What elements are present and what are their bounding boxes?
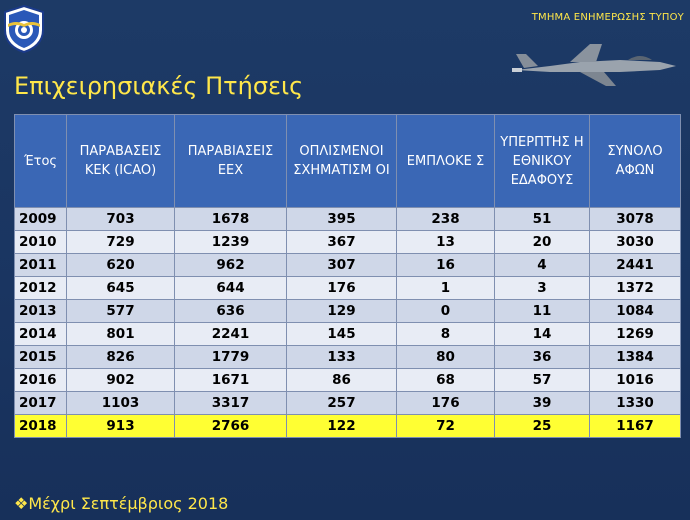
table-cell-value: 176 bbox=[397, 392, 495, 415]
table-cell-value: 3 bbox=[495, 277, 590, 300]
table-cell-value: 14 bbox=[495, 323, 590, 346]
table-cell-year: 2009 bbox=[15, 208, 67, 231]
table-cell-value: 1084 bbox=[590, 300, 681, 323]
table-cell-year: 2016 bbox=[15, 369, 67, 392]
table-row bbox=[15, 415, 681, 438]
table-row bbox=[15, 369, 681, 392]
table-row bbox=[15, 231, 681, 254]
table-cell-value: 238 bbox=[397, 208, 495, 231]
table-cell-value: 176 bbox=[287, 277, 397, 300]
column-header-total-aircraft: ΣΥΝΟΛΟ ΑΦΩΝ bbox=[590, 115, 681, 208]
table-cell-value: 86 bbox=[287, 369, 397, 392]
table-cell-value: 1016 bbox=[590, 369, 681, 392]
table-cell-value: 36 bbox=[495, 346, 590, 369]
table-row bbox=[15, 277, 681, 300]
table-cell-value: 577 bbox=[67, 300, 175, 323]
table-cell-value: 645 bbox=[67, 277, 175, 300]
table-cell-value: 962 bbox=[175, 254, 287, 277]
table-cell-value: 129 bbox=[287, 300, 397, 323]
table-cell-value: 3078 bbox=[590, 208, 681, 231]
table-cell-year: 2017 bbox=[15, 392, 67, 415]
table-cell-value: 25 bbox=[495, 415, 590, 438]
table-header-row bbox=[15, 115, 681, 208]
table-row bbox=[15, 254, 681, 277]
table-cell-value: 145 bbox=[287, 323, 397, 346]
table-cell-value: 902 bbox=[67, 369, 175, 392]
column-header-armed-formations: ΟΠΛΙΣΜΕΝΟΙ ΣΧΗΜΑΤΙΣΜ ΟΙ bbox=[287, 115, 397, 208]
table-cell-year: 2014 bbox=[15, 323, 67, 346]
footnote: ❖Μέχρι Σεπτέμβριος 2018 bbox=[14, 494, 229, 513]
table-cell-value: 0 bbox=[397, 300, 495, 323]
header-label: ΤΜΗΜΑ ΕΝΗΜΕΡΩΣΗΣ ΤΥΠΟΥ bbox=[531, 12, 684, 23]
table-row bbox=[15, 392, 681, 415]
table-cell-year: 2018 bbox=[15, 415, 67, 438]
table-cell-year: 2015 bbox=[15, 346, 67, 369]
table-cell-value: 1671 bbox=[175, 369, 287, 392]
table-cell-value: 4 bbox=[495, 254, 590, 277]
table-cell-value: 913 bbox=[67, 415, 175, 438]
table-cell-year: 2010 bbox=[15, 231, 67, 254]
table-cell-value: 80 bbox=[397, 346, 495, 369]
table-row bbox=[15, 208, 681, 231]
table-cell-value: 636 bbox=[175, 300, 287, 323]
table-cell-value: 51 bbox=[495, 208, 590, 231]
fighter-jet-icon bbox=[510, 40, 680, 88]
column-header-year: Έτος bbox=[15, 115, 67, 208]
table-cell-year: 2011 bbox=[15, 254, 67, 277]
air-force-emblem-icon bbox=[2, 4, 46, 54]
table-cell-value: 11 bbox=[495, 300, 590, 323]
table-cell-value: 16 bbox=[397, 254, 495, 277]
table-cell-value: 1384 bbox=[590, 346, 681, 369]
table-cell-value: 801 bbox=[67, 323, 175, 346]
page-title: Επιχειρησιακές Πτήσεις bbox=[14, 72, 304, 100]
column-header-engagements: ΕΜΠΛΟΚΕ Σ bbox=[397, 115, 495, 208]
column-header-kek-violations: ΠΑΡΑΒΑΣΕΙΣ ΚΕΚ (ICAO) bbox=[67, 115, 175, 208]
table-cell-value: 1779 bbox=[175, 346, 287, 369]
column-header-overflights: ΥΠΕΡΠΤΗΣ Η ΕΘΝΙΚΟΥ ΕΔΑΦΟΥΣ bbox=[495, 115, 590, 208]
table-cell-value: 20 bbox=[495, 231, 590, 254]
table-cell-value: 395 bbox=[287, 208, 397, 231]
table-cell-value: 1239 bbox=[175, 231, 287, 254]
table-cell-value: 122 bbox=[287, 415, 397, 438]
table-cell-value: 1678 bbox=[175, 208, 287, 231]
table-cell-value: 39 bbox=[495, 392, 590, 415]
table-cell-value: 2241 bbox=[175, 323, 287, 346]
table-cell-value: 133 bbox=[287, 346, 397, 369]
table-cell-value: 2766 bbox=[175, 415, 287, 438]
table-cell-value: 1372 bbox=[590, 277, 681, 300]
table-cell-value: 8 bbox=[397, 323, 495, 346]
table-cell-value: 1167 bbox=[590, 415, 681, 438]
table-cell-value: 703 bbox=[67, 208, 175, 231]
table-cell-value: 729 bbox=[67, 231, 175, 254]
table-cell-value: 826 bbox=[67, 346, 175, 369]
table-cell-year: 2013 bbox=[15, 300, 67, 323]
table-cell-value: 72 bbox=[397, 415, 495, 438]
table-cell-value: 1 bbox=[397, 277, 495, 300]
table-cell-value: 644 bbox=[175, 277, 287, 300]
table-cell-value: 257 bbox=[287, 392, 397, 415]
table-cell-value: 3030 bbox=[590, 231, 681, 254]
table-cell-value: 367 bbox=[287, 231, 397, 254]
table-cell-value: 13 bbox=[397, 231, 495, 254]
table-cell-value: 1103 bbox=[67, 392, 175, 415]
table-cell-value: 307 bbox=[287, 254, 397, 277]
table-cell-year: 2012 bbox=[15, 277, 67, 300]
table-cell-value: 2441 bbox=[590, 254, 681, 277]
table-row bbox=[15, 323, 681, 346]
table-cell-value: 57 bbox=[495, 369, 590, 392]
table-row bbox=[15, 346, 681, 369]
table-cell-value: 620 bbox=[67, 254, 175, 277]
table-cell-value: 1330 bbox=[590, 392, 681, 415]
table-cell-value: 68 bbox=[397, 369, 495, 392]
column-header-eex-infringements: ΠΑΡΑΒΙΑΣΕΙΣ ΕΕΧ bbox=[175, 115, 287, 208]
table-cell-value: 3317 bbox=[175, 392, 287, 415]
flight-statistics-table bbox=[14, 114, 681, 438]
table-cell-value: 1269 bbox=[590, 323, 681, 346]
table-row bbox=[15, 300, 681, 323]
